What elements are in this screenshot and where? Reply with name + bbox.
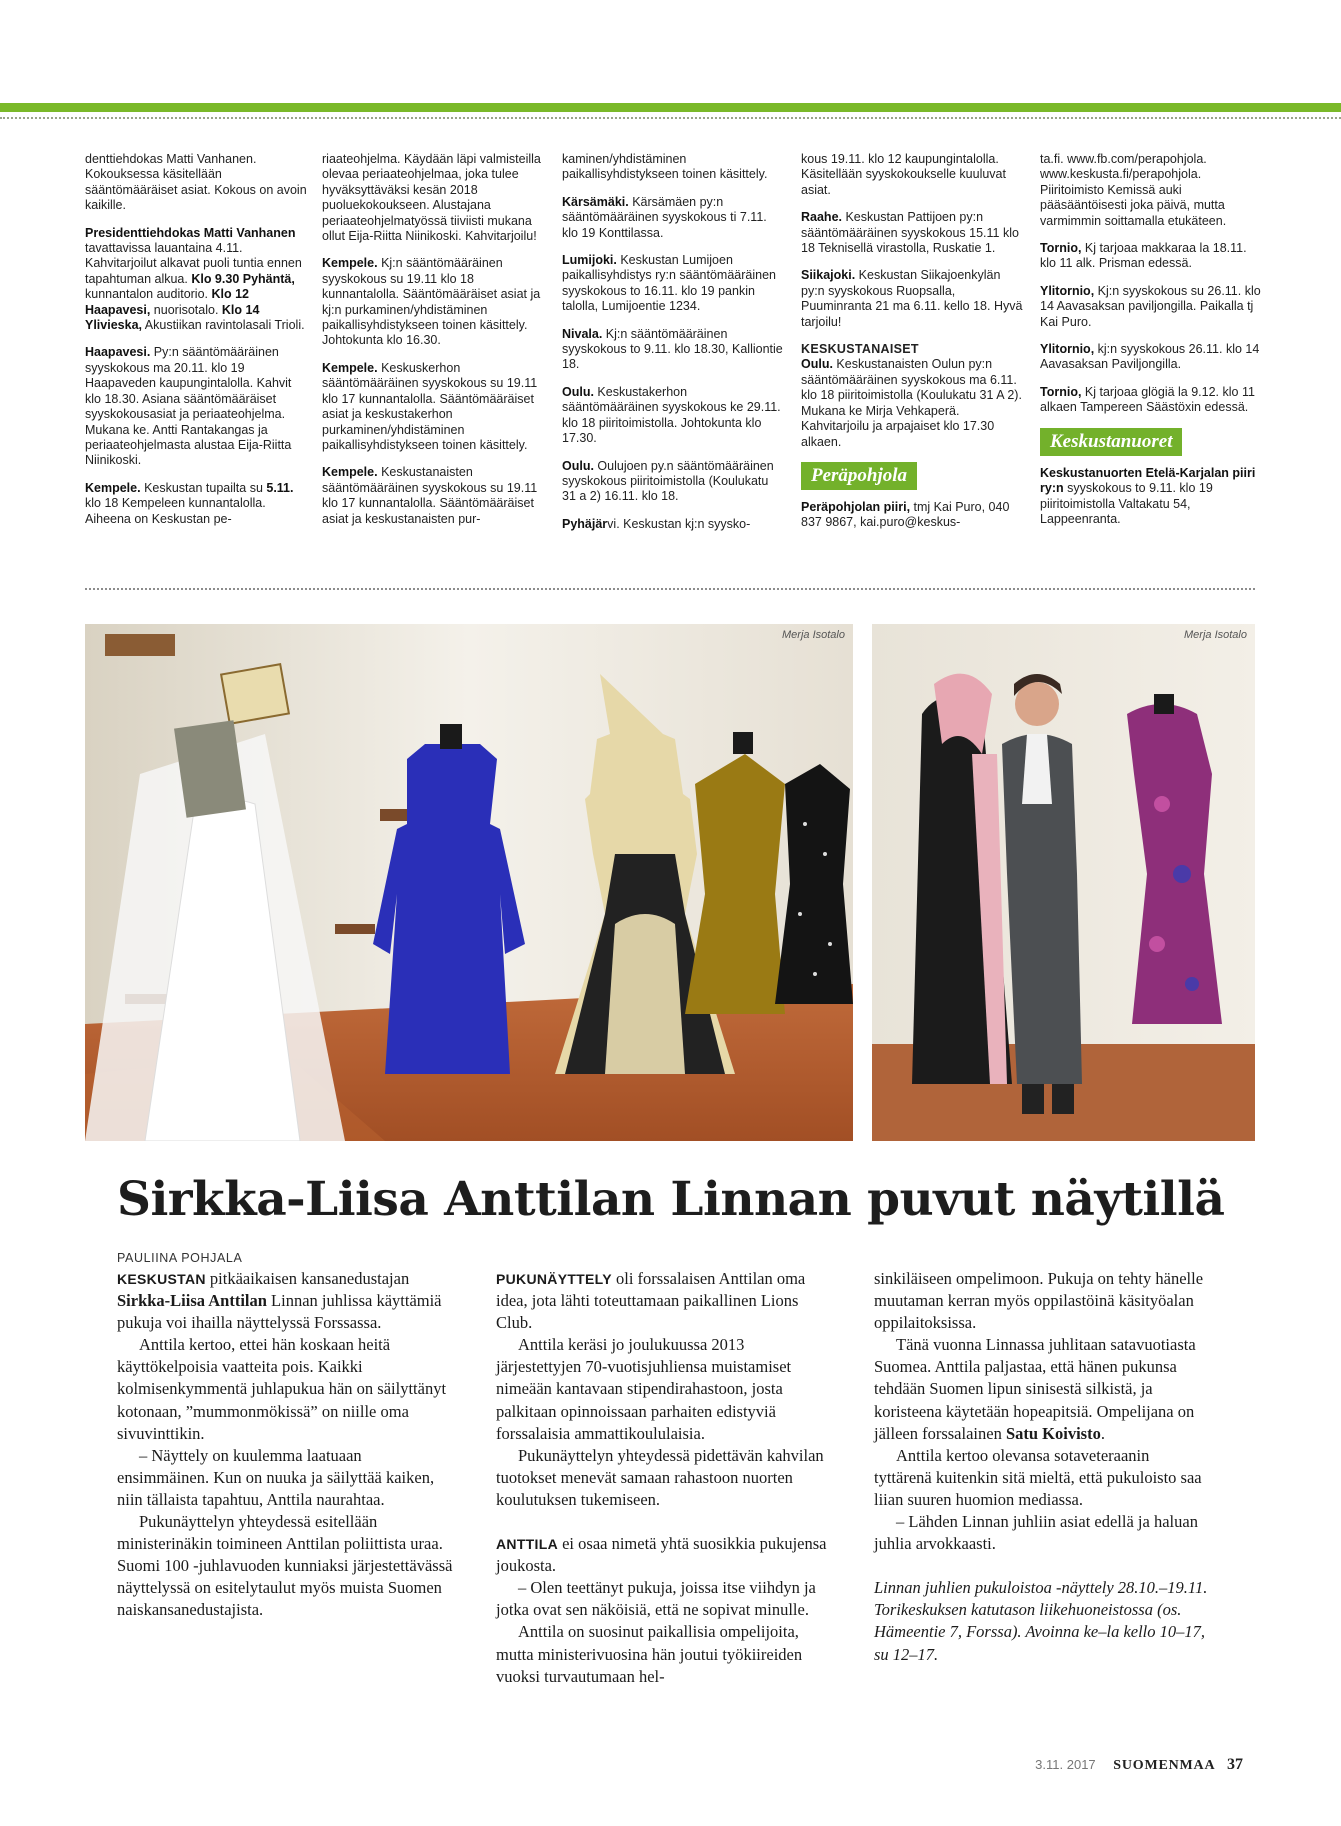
page-footer <box>1035 1756 1243 1774</box>
notice-place: Oulu. <box>562 458 594 473</box>
notice-text: Py:n sääntömääräinen syyskokous ma 20.11. klo 19 Haapaveden kaupungintalolla. Kahvit klo 18.30. Asiana sääntömääräiset syyskokousasiat ja periaateohjelma. Mukana ke. Antti Rantakangas ja periaateohjelmasta alustaa Eija-Riitta Niinikoski. <box>85 345 292 468</box>
paragraph-lead-word: KESKUSTAN <box>117 1271 206 1287</box>
notice-item <box>562 459 784 505</box>
paragraph-text: – Näyttely on kuulemma laatuaan ensimmäinen. Kun on nuuka ja säilyttää kaiken, niin tällaista tapahtuu, Anttila naurahtaa. <box>117 1445 435 1509</box>
notice-item <box>1040 385 1262 416</box>
notice-place: Kärsämäki. <box>562 194 629 209</box>
notice-text: kj:n syyskokous 26.11. klo 14 Aavasaksan Paviljongilla. <box>1040 342 1260 372</box>
notices-col5-top <box>1040 152 1262 416</box>
article-paragraph <box>874 1577 1210 1665</box>
notice-place: Kempele. <box>322 360 378 375</box>
paragraph-text: Linnan juhlissa käyttämiä pukuja voi ihailla näyttelyssä Forssassa. <box>117 1291 442 1333</box>
notices-col4-top <box>801 152 1023 330</box>
notices-col4-bottom <box>801 500 1023 531</box>
notice-place: Keskustanuorten Etelä-Karjalan piiri ry:n <box>1040 465 1256 496</box>
exhibition-info: Linnan juhlien pukuloistoa -näyttely 28.10.–19.11. Torikeskuksen katutason liikehuoneistossa (os. Hämeentie 7, Forssa). Avoinna ke–la kello 10–17, su 12–17. <box>874 1578 1208 1664</box>
notice-text: kunnantalon auditorio. <box>85 287 212 302</box>
notice-item <box>1040 284 1262 330</box>
notice-place: Kempele. <box>85 480 141 495</box>
notice-text: Kj:n sääntömääräinen syyskokous su 19.11 klo 18 kunnantalolla. Sääntömääräiset asiat ja kj:n purkaminen/yhdistäminen paikallisyhdistykseen toinen käsittely. Johtokunta klo 16.30. <box>322 256 541 348</box>
notice-place: Haapavesi. <box>85 345 151 360</box>
notice-item <box>1040 466 1262 528</box>
notice-text: Keskustanaisten Oulun py:n sääntömääräinen syyskokous ma 6.11. klo 18 piiritoimistolla (Koulukatu 31 A 2). Mukana ke Mirja Vehkaperä. Kahvitarjoilu ja arpajaiset klo 17.30 alkaen. <box>801 357 1022 449</box>
notices-col5-bottom <box>1040 466 1262 528</box>
notice-place: Raahe. <box>801 210 842 225</box>
notices-col4-middle <box>801 357 1023 449</box>
issue-date: 3.11. 2017 <box>1035 1757 1096 1772</box>
paragraph-text: Tänä vuonna Linnassa juhlitaan satavuotiasta Suomea. Anttila paljastaa, että hänen pukunsa tehdään Suomen lipun sinisestä silkistä, ja koristeena käytetään hopeapitsiä. Ompelijana on jälleen forssalainen <box>874 1335 1196 1443</box>
notice-item <box>801 152 1023 198</box>
paragraph-text: pitkäaikaisen kansanedustajan <box>205 1269 410 1288</box>
region-label-keskustanuoret: Keskustanuoret <box>1040 428 1182 456</box>
notice-text: Keskustan Pattijoen py:n sääntömääräinen syyskokous 15.11 klo 18 Teknisellä virastolla, Ruskatie 1. <box>801 210 1019 256</box>
article-paragraph <box>117 1268 453 1334</box>
article-paragraph <box>117 1511 453 1621</box>
notice-place: Kempele. <box>322 256 378 271</box>
notice-place: Klo 9.30 Pyhäntä, <box>191 271 295 286</box>
notice-place: 5.11. <box>266 480 294 495</box>
section-dotted-rule <box>85 588 1255 590</box>
notice-item <box>562 195 784 241</box>
paragraph-text: Anttila kertoo, ettei hän koskaan heitä käyttökelpoisia vaatteita pois. Kaikki kolmisenkymmentä juhlapukua hän on säilyttänyt kotonaan, ”mummonmökissä” on niille oma sivuvinttikin. <box>117 1335 447 1443</box>
notice-text: Kärsämäen py:n sääntömääräinen syyskokous ti 7.11. klo 19 Konttilassa. <box>562 194 767 240</box>
top-dotted-rule <box>0 117 1341 119</box>
notice-item <box>801 210 1023 256</box>
article-paragraph <box>117 1334 453 1444</box>
gown-exhibition-illustration <box>85 624 853 1141</box>
notice-place: Siikajoki. <box>801 268 856 283</box>
notice-text: ta.fi. www.fb.com/perapohjola. www.keskusta.fi/perapohjola. Piiritoimisto Kemissä auki pääsääntöisesti joka päivä, mutta varmimmin soittamalla etukäteen. <box>1040 152 1227 228</box>
article-paragraph <box>496 1577 832 1621</box>
anttila-illustration <box>872 624 1255 1141</box>
paragraph-text: – Olen teettänyt pukuja, joissa itse viihdyn ja jotka ovat sen näköisiä, että ne sopivat minulle. <box>496 1578 816 1620</box>
paragraph-text: Anttila kertoo olevansa sotaveteraanin tyttärenä kuitenkin sitä mieltä, että pukuloisto saa liian suuren huomion mediassa. <box>874 1445 1202 1509</box>
paragraph-text: Anttila on suosinut paikallisia ompelijoita, mutta ministerivuosina hän joutui työkiireiden vuoksi turvautumaan hel- <box>496 1622 803 1686</box>
notice-place: Peräpohjolan piiri, <box>801 499 911 514</box>
notice-item <box>801 357 1023 449</box>
notice-item <box>562 152 784 183</box>
notice-text: kous 19.11. klo 12 kaupungintalolla. Käsitellään syyskokoukselle kuuluvat asiat. <box>801 152 1006 197</box>
notice-place: Kempele. <box>322 465 378 480</box>
article-paragraph <box>874 1268 1210 1334</box>
notice-item <box>322 256 544 348</box>
notices-column-4 <box>801 152 1023 543</box>
notice-place: Nivala. <box>562 326 603 341</box>
notice-place: Tornio, <box>1040 241 1082 256</box>
notice-text: Keskuskerhon sääntömääräinen syyskokous su 19.11 klo 17 kunnantalolla. Sääntömääräiset asiat ja keskustakerhon purkaminen/yhdistäminen paikallisyhdistykseen toinen käsittely. <box>322 360 538 452</box>
notice-place: Lumijoki. <box>562 253 617 268</box>
notice-place: Klo 12 Haapavesi, <box>85 287 249 317</box>
notice-place: Ylitornio, <box>1040 283 1095 298</box>
notice-text: tmj Kai Puro, 040 837 9867, kai.puro@keskus- <box>801 499 1010 530</box>
notice-item <box>1040 241 1262 272</box>
notices-column-2 <box>322 152 544 539</box>
notices-column-1 <box>85 152 307 539</box>
notice-place: Klo 14 Ylivieska, <box>85 302 260 333</box>
notice-text: Keskustan Lumijoen paikallisyhdistys ry:n sääntömääräinen syyskokous to 16.11. klo 19 pankin talolla, Lumijoentie 1234. <box>562 253 776 314</box>
region-label-perapohjola: Peräpohjola <box>801 462 917 490</box>
article-paragraph <box>874 1445 1210 1511</box>
notice-item <box>322 465 544 527</box>
notice-place: Presidenttiehdokas Matti Vanhanen <box>85 225 296 240</box>
notice-place: Ylitornio, <box>1040 342 1095 357</box>
paragraph-text: . <box>1100 1423 1105 1443</box>
paragraph-lead-word: ANTTILA <box>496 1536 558 1553</box>
page-number: 37 <box>1227 1756 1243 1773</box>
notice-text: Keskustan tupailta su <box>140 480 267 495</box>
notice-text: kaminen/yhdistäminen paikallisyhdistykseen toinen käsittely. <box>562 152 768 182</box>
notice-item <box>85 152 307 214</box>
article-paragraph <box>496 1268 832 1334</box>
article-column-1 <box>117 1268 453 1622</box>
notice-place: Pyhäjär <box>562 516 608 531</box>
notice-place: Oulu. <box>562 384 594 399</box>
notices-column-3 <box>562 152 784 544</box>
notice-item <box>801 500 1023 531</box>
photo-gown-exhibition <box>85 624 853 1141</box>
event-notices <box>85 152 1261 577</box>
article-byline: PAULIINA POHJALA <box>117 1251 243 1265</box>
notice-item <box>562 385 784 447</box>
notices-column-5 <box>1040 152 1262 539</box>
photo-credit-left: Merja Isotalo <box>782 629 845 641</box>
article-headline: Sirkka-Liisa Anttilan Linnan puvut näytillä <box>117 1172 1225 1227</box>
paragraph-text: Anttila keräsi jo joulukuussa 2013 järjestettyjen 70-vuotisjuhliensa muistamiset nimeään kantavaan stipendirahastoon, josta palkitaan opinnoissaan parhaiten edistyviä forssalaisia ammattikoululaisia. <box>496 1335 792 1443</box>
photo-anttila-with-gowns <box>872 624 1255 1141</box>
notice-place: Tornio, <box>1040 384 1082 399</box>
notice-item <box>322 361 544 453</box>
notice-text: Kj tarjoaa makkaraa la 18.11. klo 11 alk. Prisman edessä. <box>1040 241 1247 271</box>
photo-credit-right: Merja Isotalo <box>1184 629 1247 641</box>
notice-item <box>322 152 544 244</box>
paragraph-text: sinkiläiseen ompelimoon. Pukuja on tehty hänelle muutaman kerran myös oppilastöinä käsityöalan oppilaitoksissa. <box>874 1269 1204 1333</box>
notice-item <box>562 517 784 532</box>
paragraph-text: Pukunäyttelyn yhteydessä pidettävän kahvilan tuotokset menevät samaan rahastoon nuorten koulutuksen tukemiseen. <box>496 1445 824 1509</box>
notice-text: Keskustakerhon sääntömääräinen syyskokous ke 29.11. klo 18 piiritoimistolla. Johtokunta klo 17.30. <box>562 384 781 446</box>
notice-item <box>1040 152 1262 229</box>
magazine-name: SUOMENMAA <box>1113 1758 1216 1773</box>
article-paragraph <box>496 1533 832 1577</box>
notice-text: riaateohjelma. Käydään läpi valmisteilla olevaa periaateohjelmaa, joka tulee hyväksyttäväksi kesän 2018 puoluekokoukseen. Alustajana periaateohjelmatyössä tiiviisti mukana ollut Eija-Riitta Niinikoski. Kahvitarjoilu! <box>322 152 541 244</box>
keskustanaiset-subhead: KESKUSTANAISET <box>801 342 919 357</box>
top-green-bar <box>0 103 1341 112</box>
article-paragraph <box>874 1511 1210 1555</box>
notice-item <box>1040 342 1262 373</box>
person-name: Satu Koivisto <box>1005 1423 1101 1443</box>
notice-item <box>85 226 307 334</box>
paragraph-lead-word: PUKUNÄYTTELY <box>496 1271 612 1287</box>
paragraph-text: oli forssalaisen Anttilan oma idea, jota lähti toteuttamaan paikallinen Lions Club. <box>496 1269 806 1333</box>
article-paragraph <box>496 1445 832 1511</box>
article-column-3 <box>874 1268 1210 1666</box>
notice-text: klo 18 Kempeleen kunnantalolla. Aiheena on Keskustan pe- <box>85 496 266 526</box>
notice-text: Keskustanaisten sääntömääräinen syyskokous su 19.11 klo 17 kunnantalolla. Sääntömääräiset asiat ja keskustanaisten pur- <box>322 465 538 526</box>
notice-text: Kj tarjoaa glögiä la 9.12. klo 11 alkaen Tampereen Säästöxin edessä. <box>1040 384 1255 415</box>
article-paragraph <box>496 1334 832 1444</box>
person-name: Sirkka-Liisa Anttilan <box>117 1291 267 1311</box>
notice-text: syyskokous to 9.11. klo 19 piiritoimistolla Valtakatu 54, Lappeenranta. <box>1040 481 1213 526</box>
article-paragraph <box>874 1334 1210 1444</box>
notice-item <box>85 481 307 527</box>
notice-text: Keskustan Siikajoenkylän py:n syyskokous Ruopsalla, Puuminranta 21 ma 6.11. kello 18. Hyvä tarjoilu! <box>801 268 1023 329</box>
notice-text: Kj:n sääntömääräinen syyskokous to 9.11. klo 18.30, Kalliontie 18. <box>562 326 783 372</box>
notice-text: nuorisotalo. <box>150 302 222 317</box>
notice-text: Akustiikan ravintolasali Trioli. <box>142 318 305 333</box>
article-paragraph <box>117 1445 453 1511</box>
article-paragraph <box>496 1621 832 1687</box>
notice-item <box>562 253 784 315</box>
notice-text: vi. Keskustan kj:n syysko- <box>607 516 751 531</box>
notice-place: Oulu. <box>801 357 833 372</box>
notice-text: Oulujoen py.n sääntömääräinen syyskokous piiritoimistolla (Koulukatu 31 a 2) 16.11. klo 18. <box>562 458 774 504</box>
notice-text: Kj:n syyskokous su 26.11. klo 14 Aavasaksan paviljongilla. Paikalla tj Kai Puro. <box>1040 283 1261 329</box>
paragraph-text: – Lähden Linnan juhliin asiat edellä ja haluan juhlia arvokkaasti. <box>874 1512 1198 1554</box>
notice-text: denttiehdokas Matti Vanhanen. Kokouksessa käsitellään sääntömääräiset asiat. Kokous on avoin kaikille. <box>85 152 307 213</box>
paragraph-text: ei osaa nimetä yhtä suosikkia pukujensa joukosta. <box>496 1534 827 1576</box>
notice-text: tavattavissa lauantaina 4.11. Kahvitarjoilut alkavat puoli tuntia ennen tapahtuman alkua. <box>85 241 302 286</box>
article-column-2 <box>496 1268 832 1688</box>
paragraph-text: Pukunäyttelyn yhteydessä esitellään ministerinäkin toimineen Anttilan poliittista uraa. Suomi 100 -juhlavuoden kunniaksi järjestettävässä näyttelyssä on esitelytaulut myös muista Suomen naiskansanedustajista. <box>117 1512 453 1620</box>
notice-item <box>562 327 784 373</box>
notice-item <box>85 345 307 468</box>
notice-item <box>801 268 1023 330</box>
